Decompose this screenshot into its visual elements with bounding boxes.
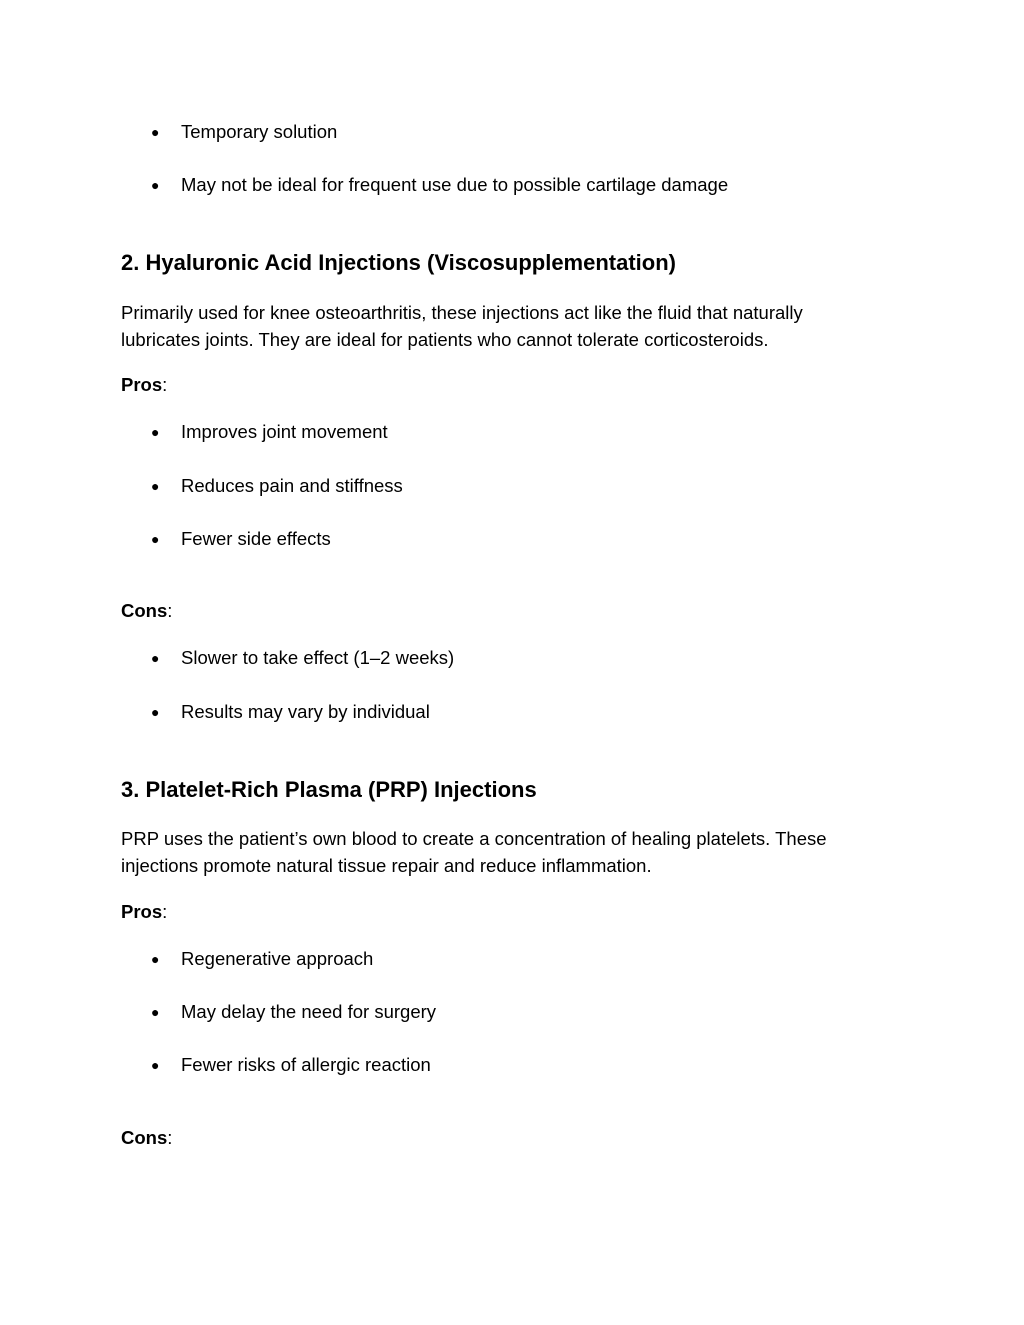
pros-label	[121, 372, 167, 398]
list-item-text: Reduces pain and stiffness	[181, 475, 403, 496]
list-item-text: Temporary solution	[181, 121, 338, 142]
bullet-icon: ●	[151, 951, 160, 967]
list-item-text: Regenerative approach	[181, 948, 374, 969]
pros-label	[121, 899, 167, 925]
label-colon: :	[162, 901, 168, 922]
bullet-icon: ●	[151, 124, 160, 140]
paragraph-line: lubricates joints. They are ideal for patients who cannot tolerate corticosteroids.	[121, 328, 769, 350]
section-paragraph	[121, 300, 911, 353]
list-item-text: May not be ideal for frequent use due to possible cartilage damage	[181, 174, 729, 195]
paragraph-line: Primarily used for knee osteoarthritis, these injections act like the fluid that naturally	[121, 302, 803, 323]
bullet-icon: ●	[151, 478, 160, 494]
list-item-text: Fewer risks of allergic reaction	[181, 1054, 431, 1075]
bullet-icon: ●	[151, 531, 160, 547]
cons-label-text: Cons	[121, 1127, 168, 1148]
list-item-text: May delay the need for surgery	[181, 1001, 437, 1022]
pros-label-text: Pros	[121, 374, 163, 395]
section-heading: 2. Hyaluronic Acid Injections (Viscosupplementation)	[121, 250, 676, 275]
label-colon: :	[167, 600, 173, 621]
section-heading: 3. Platelet-Rich Plasma (PRP) Injections	[121, 777, 537, 802]
paragraph-line: injections promote natural tissue repair and reduce inflammation.	[121, 854, 652, 876]
bullet-icon: ●	[151, 650, 160, 666]
pros-label-text: Pros	[121, 901, 163, 922]
cons-label	[121, 1125, 172, 1151]
paragraph-line: PRP uses the patient’s own blood to create a concentration of healing platelets. These	[121, 828, 827, 849]
bullet-icon: ●	[151, 704, 160, 720]
list-item-text: Slower to take effect (1–2 weeks)	[181, 647, 455, 668]
bullet-icon: ●	[151, 177, 160, 193]
label-colon: :	[162, 374, 168, 395]
bullet-icon: ●	[151, 1057, 160, 1073]
list-item-text: Fewer side effects	[181, 528, 331, 549]
cons-label-text: Cons	[121, 600, 168, 621]
bullet-icon: ●	[151, 424, 160, 440]
bullet-icon: ●	[151, 1004, 160, 1020]
section-paragraph	[121, 826, 911, 879]
list-item-text: Improves joint movement	[181, 421, 388, 442]
list-item-text: Results may vary by individual	[181, 701, 430, 722]
cons-label	[121, 598, 172, 624]
label-colon: :	[167, 1127, 173, 1148]
